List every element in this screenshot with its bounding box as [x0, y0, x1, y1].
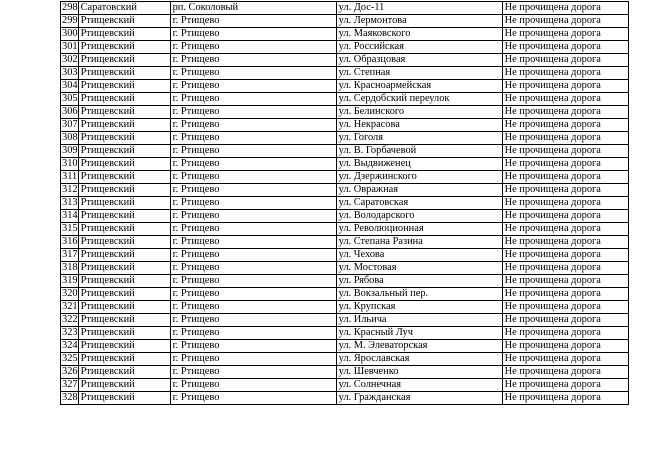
- district-cell: Ртищевский: [78, 41, 170, 54]
- locality-cell: г. Ртищево: [170, 262, 336, 275]
- street-cell: ул. Степная: [336, 67, 502, 80]
- status-cell: Не прочищена дорога: [502, 275, 628, 288]
- table-row: [61, 223, 629, 236]
- status-cell: Не прочищена дорога: [502, 145, 628, 158]
- row-number: 306: [62, 106, 78, 117]
- street-cell: ул. Рябова: [336, 275, 502, 288]
- locality-cell: г. Ртищево: [170, 145, 336, 158]
- street-cell: ул. Красный Луч: [336, 327, 502, 340]
- locality-cell: г. Ртищево: [170, 15, 336, 28]
- status-cell: Не прочищена дорога: [502, 327, 628, 340]
- locality-cell: г. Ртищево: [170, 327, 336, 340]
- row-number: 325: [62, 353, 78, 364]
- district-cell: Ртищевский: [78, 275, 170, 288]
- table-row: [61, 275, 629, 288]
- table-row: [61, 379, 629, 392]
- row-number: 317: [62, 249, 78, 260]
- row-number: 307: [62, 119, 78, 130]
- table-row: [61, 301, 629, 314]
- status-cell: Не прочищена дорога: [502, 249, 628, 262]
- district-cell: Ртищевский: [78, 249, 170, 262]
- district-cell: Ртищевский: [78, 171, 170, 184]
- row-number: 313: [62, 197, 78, 208]
- status-cell: Не прочищена дорога: [502, 197, 628, 210]
- row-number: 324: [62, 340, 78, 351]
- street-cell: ул. Выдвиженец: [336, 158, 502, 171]
- status-cell: Не прочищена дорога: [502, 158, 628, 171]
- street-cell: ул. Шевченко: [336, 366, 502, 379]
- table-row: [61, 262, 629, 275]
- district-cell: Ртищевский: [78, 379, 170, 392]
- status-cell: Не прочищена дорога: [502, 366, 628, 379]
- table-row: [61, 340, 629, 353]
- district-cell: Ртищевский: [78, 93, 170, 106]
- locality-cell: г. Ртищево: [170, 353, 336, 366]
- district-cell: Ртищевский: [78, 80, 170, 93]
- street-cell: ул. Вокзальный пер.: [336, 288, 502, 301]
- status-cell: Не прочищена дорога: [502, 80, 628, 93]
- status-cell: Не прочищена дорога: [502, 67, 628, 80]
- table-row: [61, 236, 629, 249]
- district-cell: Ртищевский: [78, 353, 170, 366]
- table-row: [61, 132, 629, 145]
- table-row: [61, 288, 629, 301]
- street-cell: ул. Российская: [336, 41, 502, 54]
- street-cell: ул. Образцовая: [336, 54, 502, 67]
- street-cell: ул. Маяковского: [336, 28, 502, 41]
- district-cell: Саратовский: [78, 2, 170, 15]
- table-row: [61, 171, 629, 184]
- street-cell: ул. Некрасова: [336, 119, 502, 132]
- table-row: [61, 145, 629, 158]
- table-row: [61, 80, 629, 93]
- district-cell: Ртищевский: [78, 327, 170, 340]
- row-number: 323: [62, 327, 78, 338]
- locality-cell: г. Ртищево: [170, 197, 336, 210]
- row-number: 305: [62, 93, 78, 104]
- street-cell: ул. Гражданская: [336, 392, 502, 405]
- locality-cell: г. Ртищево: [170, 301, 336, 314]
- table-row: [61, 54, 629, 67]
- status-cell: Не прочищена дорога: [502, 379, 628, 392]
- row-number: 321: [62, 301, 78, 312]
- locality-cell: г. Ртищево: [170, 223, 336, 236]
- district-cell: Ртищевский: [78, 340, 170, 353]
- locality-cell: г. Ртищево: [170, 106, 336, 119]
- row-number: 302: [62, 54, 78, 65]
- status-cell: Не прочищена дорога: [502, 223, 628, 236]
- row-number: 298: [62, 2, 78, 13]
- status-cell: Не прочищена дорога: [502, 119, 628, 132]
- street-cell: ул. Белинского: [336, 106, 502, 119]
- table-row: [61, 106, 629, 119]
- district-cell: Ртищевский: [78, 184, 170, 197]
- street-cell: ул. Степана Разина: [336, 236, 502, 249]
- street-cell: ул. Мостовая: [336, 262, 502, 275]
- district-cell: Ртищевский: [78, 262, 170, 275]
- locality-cell: г. Ртищево: [170, 314, 336, 327]
- table-row: [61, 41, 629, 54]
- locality-cell: г. Ртищево: [170, 288, 336, 301]
- table-row: [61, 158, 629, 171]
- district-cell: Ртищевский: [78, 132, 170, 145]
- row-number: 301: [62, 41, 78, 52]
- locality-cell: г. Ртищево: [170, 249, 336, 262]
- district-cell: Ртищевский: [78, 236, 170, 249]
- status-cell: Не прочищена дорога: [502, 171, 628, 184]
- locality-cell: г. Ртищево: [170, 67, 336, 80]
- street-cell: ул. Сердобский переулок: [336, 93, 502, 106]
- district-cell: Ртищевский: [78, 210, 170, 223]
- status-cell: Не прочищена дорога: [502, 54, 628, 67]
- road-complaints-table: [60, 1, 629, 405]
- table-row: [61, 327, 629, 340]
- row-number: 326: [62, 366, 78, 377]
- status-cell: Не прочищена дорога: [502, 353, 628, 366]
- locality-cell: г. Ртищево: [170, 132, 336, 145]
- locality-cell: г. Ртищево: [170, 392, 336, 405]
- status-cell: Не прочищена дорога: [502, 210, 628, 223]
- table-row: [61, 28, 629, 41]
- street-cell: ул. Ильича: [336, 314, 502, 327]
- row-number: 304: [62, 80, 78, 91]
- street-cell: ул. М. Элеваторская: [336, 340, 502, 353]
- street-cell: ул. В. Горбачевой: [336, 145, 502, 158]
- row-number: 311: [62, 171, 78, 182]
- district-cell: Ртищевский: [78, 223, 170, 236]
- row-number: 315: [62, 223, 78, 234]
- row-number: 300: [62, 28, 78, 39]
- district-cell: Ртищевский: [78, 314, 170, 327]
- street-cell: ул. Чехова: [336, 249, 502, 262]
- locality-cell: г. Ртищево: [170, 93, 336, 106]
- district-cell: Ртищевский: [78, 28, 170, 41]
- locality-cell: г. Ртищево: [170, 184, 336, 197]
- locality-cell: г. Ртищево: [170, 54, 336, 67]
- status-cell: Не прочищена дорога: [502, 262, 628, 275]
- table-row: [61, 366, 629, 379]
- district-cell: Ртищевский: [78, 366, 170, 379]
- table-row: [61, 353, 629, 366]
- table-row: [61, 314, 629, 327]
- street-cell: ул. Гоголя: [336, 132, 502, 145]
- street-cell: ул. Революционная: [336, 223, 502, 236]
- status-cell: Не прочищена дорога: [502, 392, 628, 405]
- table-row: [61, 210, 629, 223]
- locality-cell: г. Ртищево: [170, 119, 336, 132]
- table-row: [61, 15, 629, 28]
- street-cell: ул. Дос-11: [336, 2, 502, 15]
- street-cell: ул. Овражная: [336, 184, 502, 197]
- status-cell: Не прочищена дорога: [502, 2, 628, 15]
- status-cell: Не прочищена дорога: [502, 301, 628, 314]
- street-cell: ул. Саратовская: [336, 197, 502, 210]
- locality-cell: рп. Соколовый: [170, 2, 336, 15]
- district-cell: Ртищевский: [78, 54, 170, 67]
- row-number: 319: [62, 275, 78, 286]
- locality-cell: г. Ртищево: [170, 379, 336, 392]
- status-cell: Не прочищена дорога: [502, 106, 628, 119]
- row-number: 316: [62, 236, 78, 247]
- district-cell: Ртищевский: [78, 288, 170, 301]
- street-cell: ул. Дзержинского: [336, 171, 502, 184]
- locality-cell: г. Ртищево: [170, 41, 336, 54]
- street-cell: ул. Володарского: [336, 210, 502, 223]
- row-number: 328: [62, 392, 78, 403]
- locality-cell: г. Ртищево: [170, 366, 336, 379]
- status-cell: Не прочищена дорога: [502, 314, 628, 327]
- district-cell: Ртищевский: [78, 119, 170, 132]
- street-cell: ул. Солнечная: [336, 379, 502, 392]
- district-cell: Ртищевский: [78, 392, 170, 405]
- status-cell: Не прочищена дорога: [502, 93, 628, 106]
- district-cell: Ртищевский: [78, 15, 170, 28]
- district-cell: Ртищевский: [78, 158, 170, 171]
- street-cell: ул. Ярославская: [336, 353, 502, 366]
- locality-cell: г. Ртищево: [170, 28, 336, 41]
- row-number: 309: [62, 145, 78, 156]
- table-row: [61, 392, 629, 405]
- status-cell: Не прочищена дорога: [502, 41, 628, 54]
- status-cell: Не прочищена дорога: [502, 132, 628, 145]
- row-number: 327: [62, 379, 78, 390]
- row-number: 322: [62, 314, 78, 325]
- status-cell: Не прочищена дорога: [502, 288, 628, 301]
- row-number: 312: [62, 184, 78, 195]
- district-cell: Ртищевский: [78, 145, 170, 158]
- locality-cell: г. Ртищево: [170, 171, 336, 184]
- row-number: 310: [62, 158, 78, 169]
- locality-cell: г. Ртищево: [170, 210, 336, 223]
- table-row: [61, 2, 629, 15]
- status-cell: Не прочищена дорога: [502, 28, 628, 41]
- table-row: [61, 197, 629, 210]
- table-row: [61, 119, 629, 132]
- district-cell: Ртищевский: [78, 197, 170, 210]
- row-number: 314: [62, 210, 78, 221]
- table-row: [61, 249, 629, 262]
- row-number: 308: [62, 132, 78, 143]
- district-cell: Ртищевский: [78, 67, 170, 80]
- locality-cell: г. Ртищево: [170, 80, 336, 93]
- status-cell: Не прочищена дорога: [502, 184, 628, 197]
- row-number: 299: [62, 15, 78, 26]
- district-cell: Ртищевский: [78, 106, 170, 119]
- table-body: [61, 2, 629, 405]
- district-cell: Ртищевский: [78, 301, 170, 314]
- table-row: [61, 184, 629, 197]
- row-number: 303: [62, 67, 78, 78]
- locality-cell: г. Ртищево: [170, 275, 336, 288]
- locality-cell: г. Ртищево: [170, 340, 336, 353]
- status-cell: Не прочищена дорога: [502, 15, 628, 28]
- street-cell: ул. Лермонтова: [336, 15, 502, 28]
- status-cell: Не прочищена дорога: [502, 340, 628, 353]
- street-cell: ул. Крупская: [336, 301, 502, 314]
- status-cell: Не прочищена дорога: [502, 236, 628, 249]
- row-number: 320: [62, 288, 78, 299]
- table-row: [61, 93, 629, 106]
- row-number: 318: [62, 262, 78, 273]
- street-cell: ул. Красноармейская: [336, 80, 502, 93]
- locality-cell: г. Ртищево: [170, 158, 336, 171]
- table-row: [61, 67, 629, 80]
- locality-cell: г. Ртищево: [170, 236, 336, 249]
